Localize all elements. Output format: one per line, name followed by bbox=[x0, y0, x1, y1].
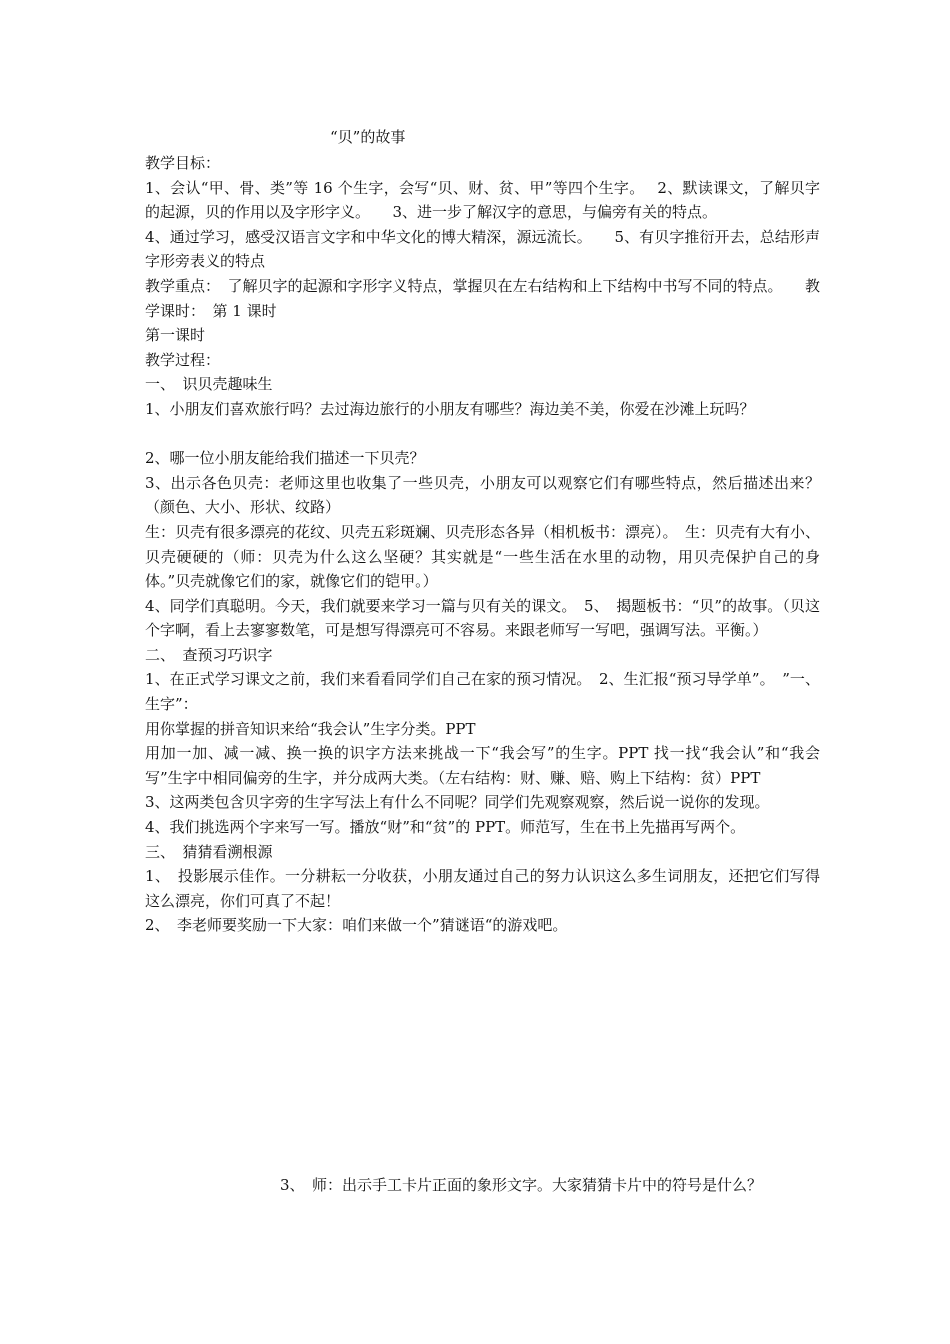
paragraph: 教学目标： bbox=[145, 154, 221, 172]
paragraph: 1、小朋友们喜欢旅行吗？去过海边旅行的小朋友有哪些？海边美不美，你爱在沙滩上玩吗？ bbox=[145, 399, 755, 418]
paragraph: 3、这两类包含贝字旁的生字写法上有什么不同呢？同学们先观察观察，然后说一说你的发现。 bbox=[145, 793, 770, 812]
paragraph: 用加一加、减一减、换一换的识字方法来挑战一下“我会写”的生字。PPT 找一找“我会认”和“我会写”生字中相同偏旁的生字，并分成两大类。（左右结构：财、赚、赔、购上下结构：贫）PPT bbox=[145, 744, 820, 787]
document-body bbox=[145, 151, 820, 938]
paragraph: 用你掌握的拼音知识来给“我会认”生字分类。PPT bbox=[145, 719, 476, 738]
paragraph: 第一课时 bbox=[145, 326, 206, 345]
paragraph: 4、同学们真聪明。今天，我们就要来学习一篇与贝有关的课文。 5、 揭题板书：“贝”的故事。（贝这个字啊，看上去寥寥数笔，可是想写得漂亮可不容易。来跟老师写一写吧，强调写法。平衡。） bbox=[145, 596, 820, 640]
document-title: “贝”的故事 bbox=[330, 128, 406, 146]
section-heading: 一、 识贝壳趣味生 bbox=[145, 375, 273, 394]
section-heading: 二、 查预习巧识字 bbox=[145, 645, 273, 664]
paragraph: 1、在正式学习课文之前，我们来看看同学们自己在家的预习情况。 2、生汇报“预习导学单”。 ”一、生字”： bbox=[145, 670, 820, 714]
paragraph: 2、哪一位小朋友能给我们描述一下贝壳？ bbox=[145, 449, 425, 468]
paragraph: 1、 投影展示佳作。一分耕耘一分收获，小朋友通过自己的努力认识这么多生词朋友，还把它们写得这么漂亮，你们可真了不起！ bbox=[145, 867, 820, 910]
paragraph: 教学重点： 了解贝字的起源和字形字义特点，掌握贝在左右结构和上下结构中书写不同的特点。 教学课时： 第 1 课时 bbox=[145, 276, 821, 320]
paragraph: 教学过程： bbox=[145, 350, 221, 369]
paragraph: 生：贝壳有很多漂亮的花纹、贝壳五彩斑斓、贝壳形态各异（相机板书：漂亮）。 生：贝壳有大有小、贝壳硬硬的（师：贝壳为什么这么坚硬？其实就是“一些生活在水里的动物，用贝壳保护自己的身体。”贝壳就像它们的家，就像它们的铠甲。） bbox=[145, 522, 821, 591]
blank-line bbox=[145, 422, 820, 447]
paragraph-bottom: 3、 师：出示手工卡片正面的象形文字。大家猜猜卡片中的符号是什么？ bbox=[280, 1176, 763, 1194]
paragraph: 4、通过学习，感受汉语言文字和中华文化的博大精深，源远流长。 5、有贝字推衍开去，总结形声字形旁表义的特点 bbox=[145, 227, 820, 271]
paragraph: 3、出示各色贝壳：老师这里也收集了一些贝壳，小朋友可以观察它们有哪些特点，然后描述出来？（颜色、大小、形状、纹路） bbox=[145, 473, 820, 517]
paragraph: 4、我们挑选两个字来写一写。播放“财”和“贫”的 PPT。师范写，生在书上先描再写两个。 bbox=[145, 818, 746, 837]
paragraph: 2、 李老师要奖励一下大家：咱们来做一个”猜谜语“的游戏吧。 bbox=[145, 916, 568, 935]
paragraph: 1、会认“甲、骨、类”等 16 个生字，会写“贝、财、贫、甲”等四个生字。 2、默读课文，了解贝字的起源，贝的作用以及字形字义。 3、进一步了解汉字的意思，与偏旁有关的特点。 bbox=[145, 178, 820, 222]
section-heading: 三、 猜猜看溯根源 bbox=[145, 842, 273, 861]
